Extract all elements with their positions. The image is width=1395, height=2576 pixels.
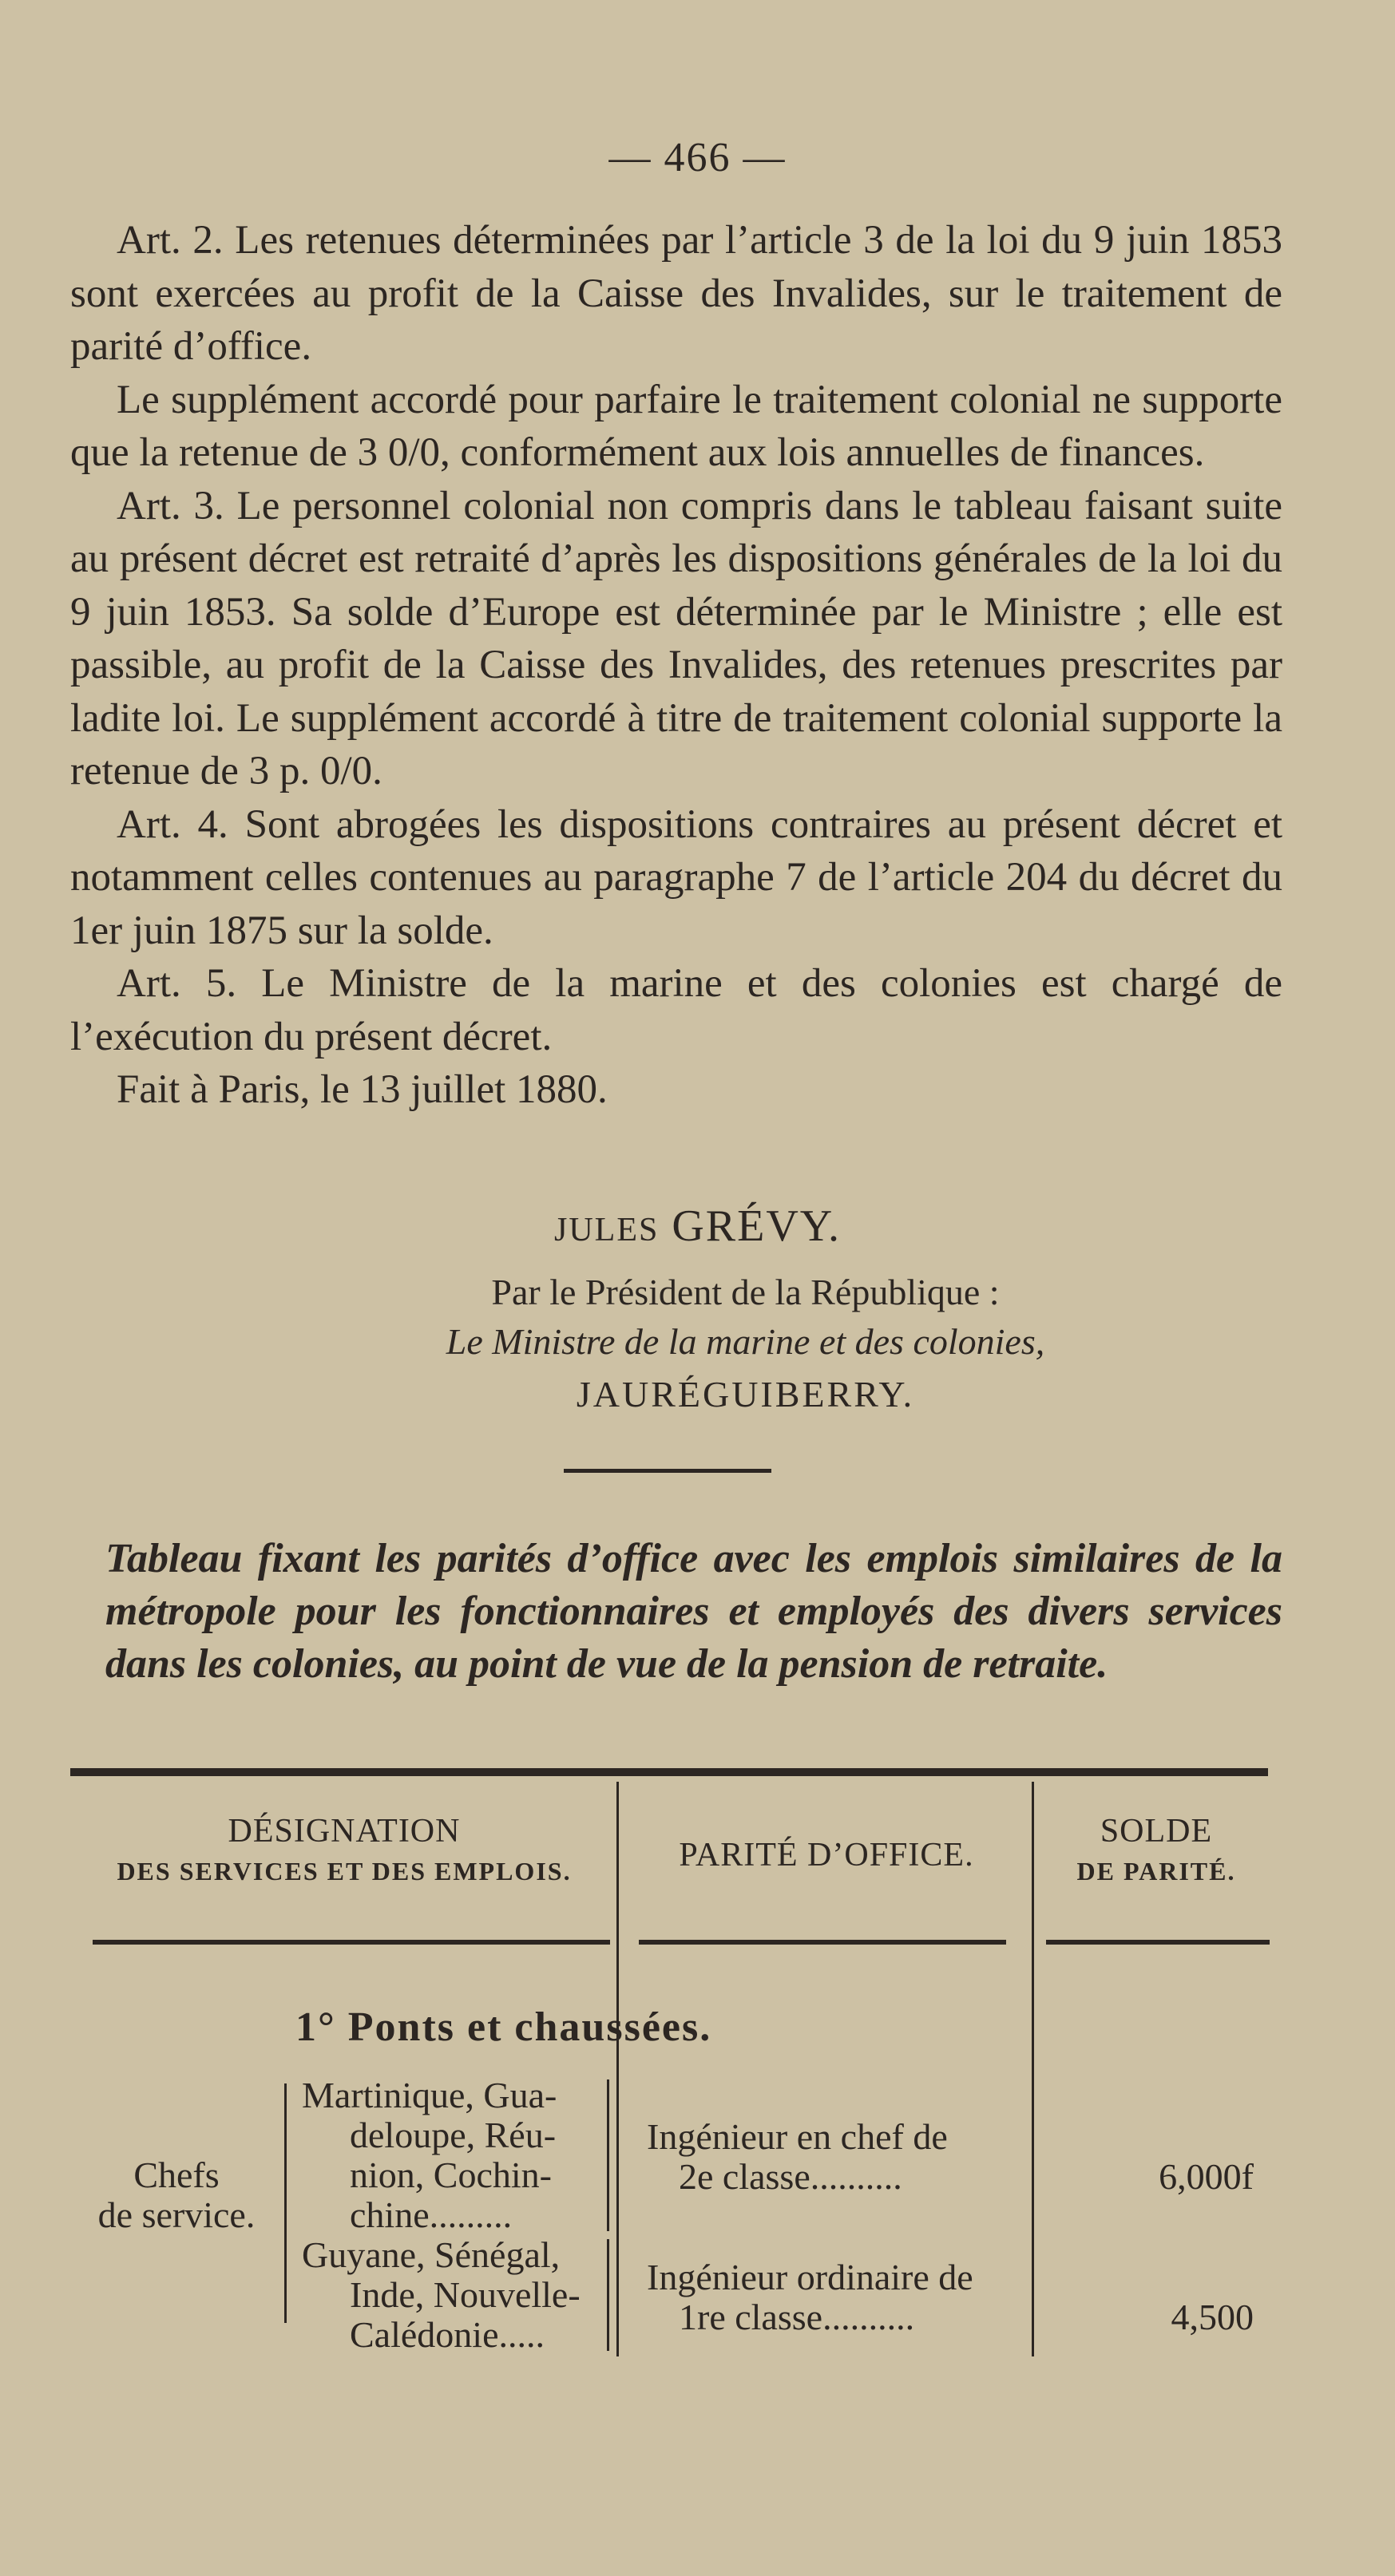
- header-parity: [623, 1836, 1030, 1874]
- header-designation: [77, 1812, 612, 1886]
- header-solde-top: SOLDE: [1100, 1813, 1213, 1850]
- parity-line: Ingénieur en chef de: [647, 2116, 948, 2157]
- section-title: 1° Ponts et chaussées.: [295, 2004, 712, 2050]
- group-label: [77, 2155, 276, 2235]
- signatory-name: [0, 1201, 1395, 1252]
- group-label-line-2: de service.: [97, 2194, 256, 2235]
- signatory-first-name: JULES: [553, 1212, 660, 1248]
- signature-by-line: Par le Président de la République :: [491, 1272, 1000, 1312]
- paragraph-art-5: Art. 5. Le Ministre de la marine et des colonies est chargé de l’exécution du présent décret.: [70, 961, 1282, 1059]
- parity-line: 1re classe..........: [679, 2297, 915, 2337]
- minister-name: JAURÉGUIBERRY.: [576, 1374, 915, 1415]
- row-brace: [607, 2239, 609, 2351]
- paragraph-art-3: Art. 3. Le personnel colonial non compris dans le tableau faisant suite au présent décret est retraité d’après les dispositions générales de la loi du 9 juin 1853. Sa solde d’Europe est déterminée par le Ministre ; elle est passible, au profit de la Caisse des Invalides, des retenues prescrites par ladite loi. Le supplément accordé à titre de traitement colonial supporte la retenue de 3 p. 0/0.: [70, 483, 1282, 793]
- table-row-colonies: [302, 2235, 597, 2355]
- table-row-colonies: [302, 2075, 597, 2235]
- group-label-line-1: Chefs: [133, 2155, 220, 2195]
- table-row-solde: 6,000f: [1159, 2156, 1254, 2197]
- column-divider: [1032, 1782, 1034, 2356]
- colonies-line: Calédonie.....: [350, 2314, 545, 2355]
- left-brace: [284, 2083, 287, 2323]
- decree-text: [70, 214, 1282, 1117]
- paragraph-supplement: Le supplément accordé pour parfaire le traitement colonial ne supporte que la retenue de 3 0/0, conformément aux lois annuelles de finances.: [70, 377, 1282, 475]
- colonies-line: Inde, Nouvelle-: [350, 2274, 581, 2315]
- colonies-line: Martinique, Gua-: [302, 2075, 557, 2115]
- minister-title: Le Ministre de la marine et des colonies,: [446, 1321, 1045, 1362]
- paragraph-art-4: Art. 4. Sont abrogées les dispositions contraires au présent décret et notamment celles contenues au paragraphe 7 de l’article 204 du décret du 1er juin 1875 sur la solde.: [70, 801, 1282, 953]
- header-solde-bottom: DE PARITÉ.: [1076, 1857, 1236, 1886]
- column-divider: [616, 1782, 619, 2356]
- header-rule: [1046, 1940, 1270, 1945]
- table-caption: Tableau fixant les parités d’office avec les emplois similaires de la métropole pour les fonctionnaires et employés des divers services dans les colonies, au point de vue de la pension de retraite.: [105, 1536, 1282, 1687]
- table-top-rule: [70, 1768, 1268, 1776]
- header-designation-bottom: DES SERVICES ET DES EMPLOIS.: [117, 1857, 572, 1886]
- section-separator: [564, 1469, 771, 1473]
- header-solde: [1036, 1812, 1276, 1886]
- colonies-line: deloupe, Réu-: [350, 2115, 557, 2155]
- table-row-solde: 4,500: [1171, 2297, 1254, 2337]
- paragraph-date: Fait à Paris, le 13 juillet 1880.: [117, 1067, 608, 1112]
- header-parity-label: PARITÉ D’OFFICE.: [679, 1837, 974, 1874]
- parity-line: Ingénieur ordinaire de: [647, 2257, 973, 2297]
- row-brace: [607, 2079, 609, 2231]
- colonies-line: nion, Cochin-: [350, 2155, 552, 2195]
- table-row-parity: [647, 2257, 1022, 2337]
- header-designation-top: DÉSIGNATION: [228, 1813, 461, 1850]
- header-rule: [93, 1940, 610, 1945]
- page-number: — 466 —: [608, 135, 787, 180]
- table-row-parity: [647, 2117, 1022, 2197]
- signatory-last-name: GRÉVY.: [672, 1201, 842, 1251]
- colonies-line: chine.........: [350, 2194, 513, 2235]
- parity-line: 2e classe..........: [679, 2156, 902, 2197]
- colonies-line: Guyane, Sénégal,: [302, 2234, 561, 2275]
- paragraph-art-2: Art. 2. Les retenues déterminées par l’article 3 de la loi du 9 juin 1853 sont exercées au profit de la Caisse des Invalides, sur le traitement de parité d’office.: [70, 218, 1282, 369]
- header-rule: [639, 1940, 1006, 1945]
